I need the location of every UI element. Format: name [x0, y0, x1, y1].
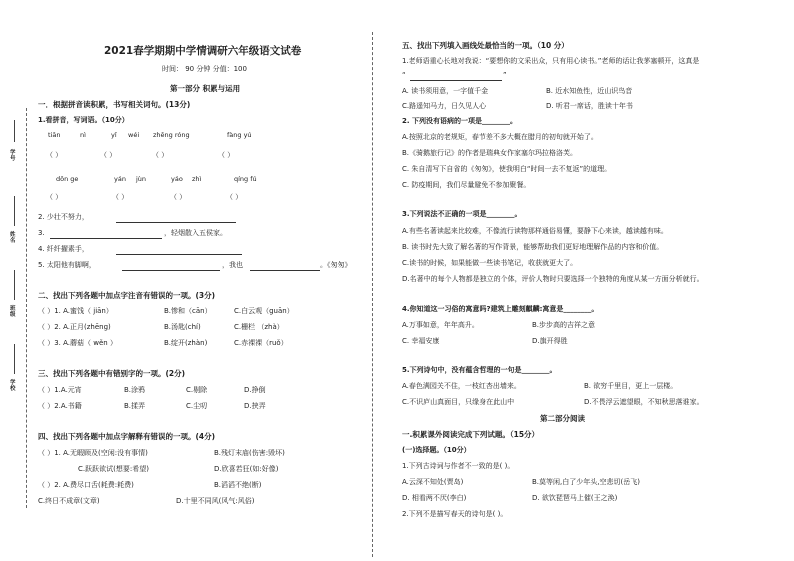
- binding-underline: [14, 270, 15, 300]
- pinyin: fàng yú: [227, 131, 252, 139]
- sec3-row1-a: （ ）1.A.元宵: [38, 386, 82, 394]
- binding-underline: [14, 344, 15, 374]
- column-divider: [372, 32, 373, 557]
- sec2-row1-a: （ ）1. A.蜜饯（ jiān）: [38, 307, 113, 315]
- p2-q1: 1.下列古诗词与作者不一致的是( )。: [402, 462, 515, 470]
- r-q3-opt: A.有些名著读起来比较难，不像流行读物那样通俗易懂，要静下心来读，越读越有味。: [402, 227, 668, 235]
- sec2-row3-c: C.赤裸裸（ruǒ）: [234, 339, 288, 347]
- r-q5-opt-b: B. 欲穷千里目，更上一层楼。: [584, 382, 678, 390]
- binding-label-school: 学校: [10, 380, 16, 392]
- r-q2-opt: B.《骑鹅旅行记》的作者是瑞典女作家塞尔玛拉格洛芙。: [402, 149, 578, 157]
- question-5: 5. 太阳他有脚啊，: [38, 261, 96, 269]
- r-q1-opt-a: A. 读书须用意，一字值千金: [402, 87, 489, 95]
- pinyin: jùn: [136, 175, 147, 183]
- part2-subheading: (一)选择题。（10分）: [402, 446, 471, 454]
- pinyin: zhì: [192, 175, 202, 183]
- section2-heading: 二、找出下列各题中加点字注音有错误的一项。(3分): [38, 291, 216, 300]
- answer-line[interactable]: [116, 254, 242, 255]
- pinyin: zhēng róng: [153, 131, 190, 139]
- binding-line: [26, 108, 27, 508]
- sec2-row2-a: （ ）2. A.正月(zhēng): [38, 323, 111, 331]
- sec2-row3-a: （ ）3. A.蘑菇（ wěn ）: [38, 339, 117, 347]
- answer-bracket[interactable]: （ ）: [170, 193, 187, 201]
- r-q3-opt: D.名著中的每个人物都是独立的个体，评价人物时只要选择一个独特的角度从某一方面分析就行。: [402, 275, 704, 283]
- sec3-row2-a: （ ）2.A.书籍: [38, 402, 82, 410]
- sec3-row1-b: B.涂鸦: [124, 386, 146, 394]
- p2-q1-opt-d: D. 欲饮琵琶马上催(王之涣): [532, 494, 618, 502]
- answer-line[interactable]: [122, 270, 220, 271]
- sec3-row1-c: C.剔除: [186, 386, 208, 394]
- question-4: 4. 纤纤擢素手，: [38, 245, 89, 253]
- answer-bracket[interactable]: （ ）: [112, 193, 129, 201]
- sec4-row1-b: B.残灯末庙(伤害:毁坏): [214, 449, 285, 457]
- question-3-text: ，轻烟散入五侯家。: [164, 229, 227, 237]
- p2-q1-opt-a: A.云深不知处(贾岛): [402, 478, 464, 486]
- answer-bracket[interactable]: （ ）: [46, 193, 63, 201]
- r-q1-close-quote: ”: [503, 71, 507, 79]
- pinyin: nì: [80, 131, 86, 139]
- part2-section1-heading: 一.积累课外阅读完成下列试题。（15分）: [402, 430, 540, 439]
- answer-bracket[interactable]: （ ）: [226, 193, 243, 201]
- answer-bracket[interactable]: （ ）: [46, 151, 63, 159]
- r-q1-opt-d: D. 听君一席话，胜读十年书: [546, 102, 633, 110]
- section4-heading: 四、找出下列各题中加点字解释有错误的一项。(4分): [38, 432, 216, 441]
- r-q2-opt: A.按照北京的老规矩，春节差不多大概在腊月的初旬就开始了。: [402, 133, 598, 141]
- sec4-row3-a: （ ）2. A.费尽口舌(耗费:耗费): [38, 481, 134, 489]
- part2-title: 第二部分阅读: [540, 414, 585, 423]
- answer-bracket[interactable]: （ ）: [100, 151, 117, 159]
- r-q1-open-quote: “: [402, 71, 406, 79]
- pinyin: yáo: [171, 175, 183, 183]
- sec4-row2-a: C.跃跃欲试(想要:希望): [78, 465, 149, 473]
- p2-q2: 2.下列不是描写春天的诗句是( )。: [402, 510, 508, 518]
- exam-title: 2021春学期期中学情调研六年级语文试卷: [104, 45, 302, 57]
- question-3: 3.: [38, 229, 45, 237]
- question-2: 2. 少壮不努力，: [38, 213, 89, 221]
- sec2-row3-b: B.绽开(zhàn): [164, 339, 208, 347]
- r-q2: 2. 下列没有语病的一项是________。: [402, 117, 517, 125]
- sec4-row4-a: C.终日不成章(文章): [38, 497, 100, 505]
- answer-bracket[interactable]: （ ）: [152, 151, 169, 159]
- sec4-row2-b: D.欣喜若狂(如:好像): [214, 465, 279, 473]
- r-q3-opt: C.读书的时候，如果能做一些读书笔记，收获就更大了。: [402, 259, 578, 267]
- p2-q1-opt-c: D. 相看两不厌(李白): [402, 494, 467, 502]
- pinyin: wéi: [128, 131, 140, 139]
- r-q4-opt-a: A.万事如意，年年高升。: [402, 321, 479, 329]
- sec4-row3-b: B.滔滔不绝(断): [214, 481, 262, 489]
- section1-heading: 一．根据拼音读积累，书写相关词句。(13分): [38, 100, 191, 109]
- r-q4-opt-b: B.步步高的吉祥之意: [532, 321, 596, 329]
- r-q3-opt: B. 读书时先大致了解名著的写作背景，能够帮助我们更好地理解作品的内容和价值。: [402, 243, 664, 251]
- answer-line[interactable]: [50, 238, 162, 239]
- r-q5: 5.下列诗句中，没有蕴含哲理的一句是________。: [402, 366, 557, 374]
- section3-heading: 三、找出下列各题中有错别字的一项。(2分): [38, 369, 186, 378]
- answer-line[interactable]: [250, 270, 320, 271]
- r-q2-opt: C. 防疫期间，我们尽量避免不参加聚餐。: [402, 181, 531, 189]
- r-q1: 1.老师语重心长地对我说：“要想你的文采出众，只有用心读书。”老师的话让我茅塞顿开，这真是: [402, 57, 700, 65]
- sec3-row1-d: D.挣倒: [244, 386, 266, 394]
- r-q3: 3.下列说法不正确的一项是________。: [402, 210, 522, 218]
- question-5-source: 。《匆匆》: [320, 261, 352, 269]
- pinyin: dōn ge: [56, 175, 79, 183]
- sec2-row2-b: B.汤匙(chí): [164, 323, 201, 331]
- sec3-row2-d: D.挟弄: [244, 402, 266, 410]
- binding-label-student-id: 学号: [10, 150, 16, 162]
- question-5-text: ，我也: [222, 261, 243, 269]
- q1-heading: 1.看拼音，写词语。（10分）: [38, 116, 129, 124]
- p2-q1-opt-b: B.莫等闲,白了少年头,空悲切(岳飞): [532, 478, 640, 486]
- section5-heading: 五、找出下列填入画线处最恰当的一项。（10 分）: [402, 41, 569, 50]
- pinyin: yán: [114, 175, 126, 183]
- binding-label-class: 班级: [10, 306, 16, 318]
- r-q5-opt-d: D.不畏浮云遮望眼，不知秋思落谁家。: [584, 398, 704, 406]
- sec3-row2-b: B.揉弄: [124, 402, 146, 410]
- answer-line[interactable]: [410, 80, 502, 81]
- pinyin: qíng fú: [234, 175, 257, 183]
- part1-title: 第一部分 积累与运用: [170, 84, 241, 93]
- sec4-row4-b: D.十里不同风(风气:风俗): [176, 497, 255, 505]
- pinyin: yǐ: [111, 131, 117, 139]
- sec2-row1-c: C.白云观（guān）: [234, 307, 294, 315]
- r-q4-opt-d: D.旗开得胜: [532, 337, 568, 345]
- exam-meta: 时间： 90 分钟 分值：100: [162, 65, 247, 73]
- r-q5-opt-c: C.不识庐山真面目，只缘身在此山中: [402, 398, 515, 406]
- r-q1-opt-c: C.路遥知马力，日久见人心: [402, 102, 487, 110]
- sec2-row2-c: C.栅栏 （zhà）: [234, 323, 284, 331]
- r-q5-opt-a: A.春色满园关不住，一枝红杏出墙来。: [402, 382, 521, 390]
- r-q2-opt: C. 朱自清写下自省的《匆匆》，使我明白“时间一去不复返”的道理。: [402, 165, 612, 173]
- sec2-row1-b: B.惨和（cān）: [164, 307, 212, 315]
- r-q4: 4.你知道这一习俗的寓意吗?建筑上雕刻麒麟:寓意是________。: [402, 305, 599, 313]
- sec3-row2-c: C.尘叨: [186, 402, 208, 410]
- r-q1-opt-b: B. 近水知鱼性，近山识鸟音: [546, 87, 633, 95]
- answer-bracket[interactable]: （ ）: [218, 151, 235, 159]
- binding-underline: [14, 120, 15, 142]
- binding-underline: [14, 196, 15, 226]
- binding-label-name: 姓名: [10, 232, 16, 244]
- sec4-row1-a: （ ）1. A.无暇顾及(空闲:没有事情): [38, 449, 148, 457]
- pinyin: tiān: [48, 131, 61, 139]
- answer-line[interactable]: [116, 222, 236, 223]
- r-q4-opt-c: C. 幸福安康: [402, 337, 440, 345]
